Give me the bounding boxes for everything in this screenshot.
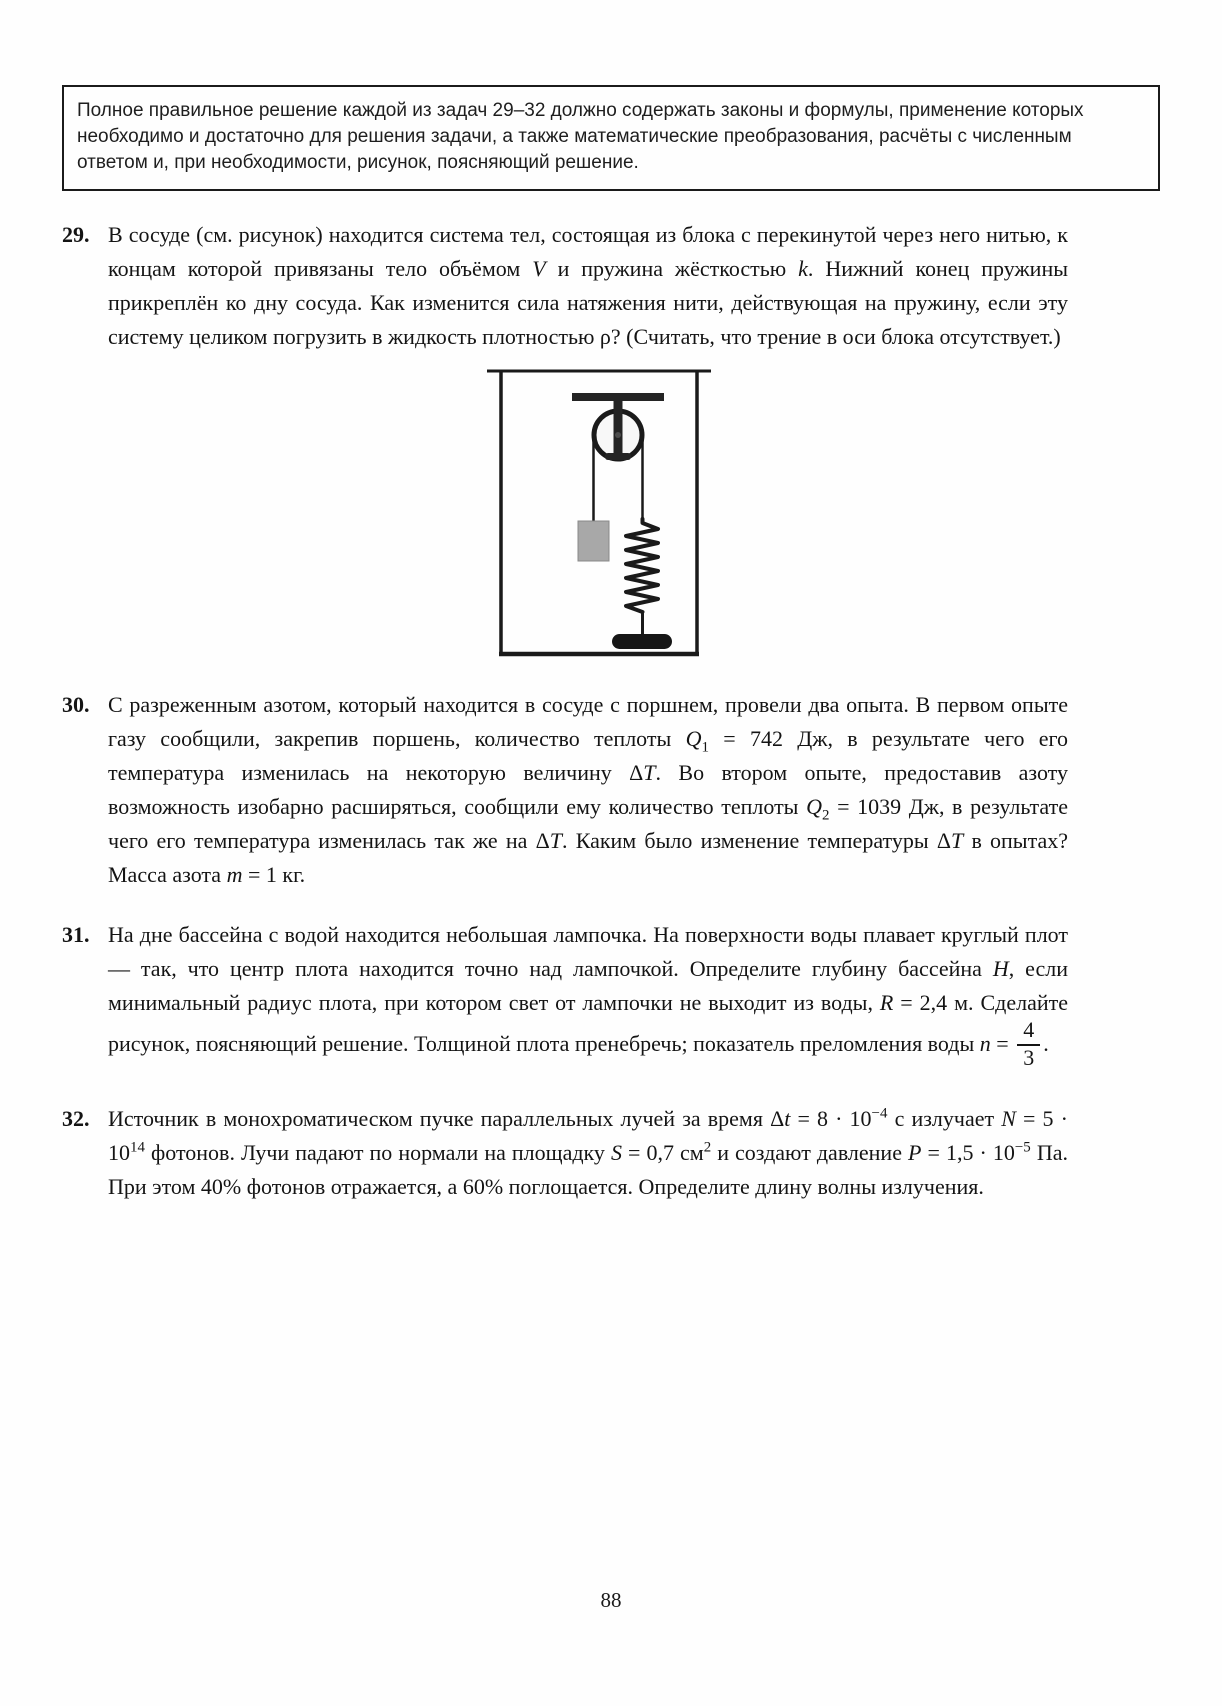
problem-32-text: Источник в монохроматическом пучке параллельных лучей за время $\Delta t = 8 \cdot 10^{-4}$ с излучает $N = 5 \cdot 10^{14}$ фотонов. Лучи падают по нормали на площадку S = 0,7 $см^2$ и создают давление $P = 1,5 \cdot 10^{-5}$ Па. При этом 40% фотонов отражается, а 60% поглощается. Определите длину волны излучения. [108, 1105, 1068, 1200]
problem-29-number: 29. [62, 222, 90, 247]
problem-31 [62, 918, 1068, 1072]
instruction-box [62, 85, 1160, 191]
problem-31-number: 31. [62, 922, 90, 947]
hanging-weight [578, 521, 609, 561]
problem-30-number: 30. [62, 692, 90, 717]
problem-29-text: В сосуде (см. рисунок) находится система тел, состоящая из блока с перекинутой через него нитью, к концам которой привязаны тело объёмом V и пружина жёсткостью k. Нижний конец пружины прикреплён ко дну сосуда. Как изменится сила натяжения нити, действующая на пружину, если эту систему целиком погрузить в жидкость плотностью ρ? (Считать, что трение в оси блока отсутствует.) [108, 222, 1068, 349]
problem-30-text: С разреженным азотом, который находится в сосуде с поршнем, провели два опыта. В первом опыте газу сообщили, закрепив поршень, количество теплоты $Q_1 = 742$ Дж, в результате чего его температура изменилась на некоторую величину ΔT. Во втором опыте, предоставив азоту возможность изобарно расширяться, сообщили ему количество теплоты $Q_2 = 1039$ Дж, в результате чего его температура изменилась так же на ΔT. Каким было изменение температуры ΔT в опытах? Масса азота m = 1 кг. [108, 692, 1068, 887]
problem-31-text: На дне бассейна с водой находится небольшая лампочка. На поверхности воды плавает круглый плот — так, что центр плота находится точно над лампочкой. Определите глубину бассейна H, если минимальный радиус плота, при котором свет от лампочки не выходит из воды, R = 2,4 м. Сделайте рисунок, поясняющий решение. Толщиной плота пренебречь; показатель преломления воды n = $\frac{4}{3}$ . [108, 922, 1068, 1070]
problem-32 [62, 1102, 1068, 1204]
support-post [614, 398, 623, 455]
spring [626, 519, 658, 612]
instruction-text: Полное правильное решение каждой из задач 29–32 должно содержать законы и формулы, применение которых необходимо и достаточно для решения задачи, а также математические преобразования, расчёты с численным ответом и, при необходимости, рисунок, поясняющий решение. [77, 100, 1084, 173]
page-number: 88 [600, 1588, 622, 1612]
problem-30 [62, 688, 1068, 892]
pulley-axle [615, 432, 621, 438]
base-plate [612, 634, 672, 649]
fraction: $\frac{4}{3}$ [1017, 1018, 1040, 1070]
pulley-spring-vessel-figure [484, 362, 714, 662]
problem-29-figure [62, 362, 1068, 662]
problem-32-number: 32. [62, 1106, 90, 1132]
problem-29 [62, 218, 1068, 354]
post-foot [605, 453, 631, 460]
